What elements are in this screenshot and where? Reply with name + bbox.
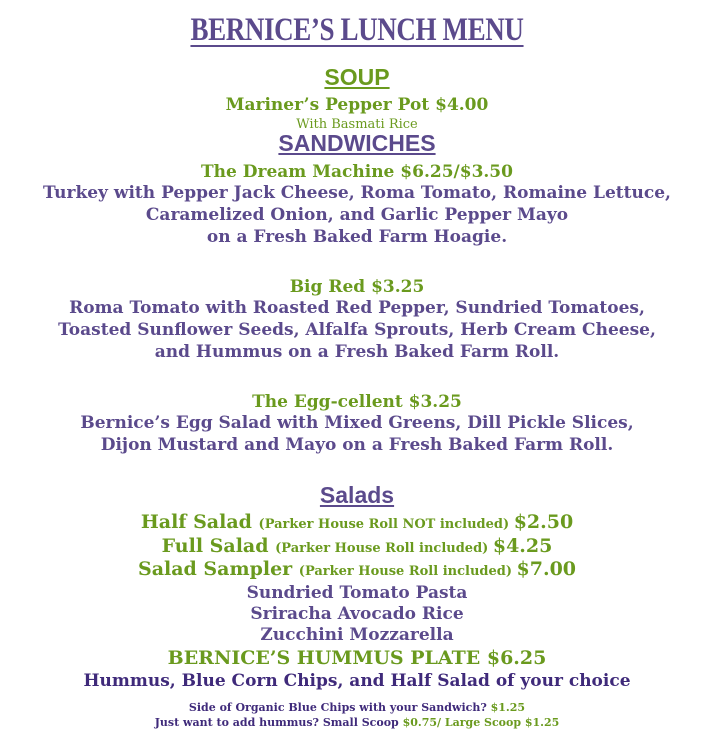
salad-option-price: $2.50 <box>513 511 574 533</box>
extras-text: Side of Organic Blue Chips with your Sandwich? <box>188 701 491 714</box>
salad-option-note: (Parker House Roll included) <box>298 564 517 579</box>
salad-option <box>0 535 714 557</box>
sandwich-name: The Dream Machine $6.25/$3.50 <box>201 162 513 182</box>
salad-option-name: Salad Sampler <box>137 558 299 580</box>
salad-option-name: Half Salad <box>140 511 259 533</box>
sandwich-desc-line: and Hummus on a Fresh Baked Farm Roll. <box>154 342 560 362</box>
salad-option-note: (Parker House Roll NOT included) <box>258 517 514 532</box>
soup-note: With Basmati Rice <box>296 117 418 132</box>
salad-option <box>0 558 714 580</box>
sandwich-desc-line: Caramelized Onion, and Garlic Pepper Mayo <box>145 205 569 225</box>
hummus-plate-name: BERNICE’S HUMMUS PLATE $6.25 <box>167 647 547 669</box>
salad-variety: Zucchini Mozzarella <box>260 625 454 645</box>
extras-price: $0.75/ Large Scoop $1.25 <box>402 716 560 729</box>
sandwich-desc-line: Toasted Sunflower Seeds, Alfalfa Sprouts, Herb Cream Cheese, <box>58 320 656 340</box>
extras-price: $1.25 <box>490 701 526 714</box>
sandwiches-heading: SANDWICHES <box>278 130 436 156</box>
hummus-plate-desc: Hummus, Blue Corn Chips, and Half Salad of your choice <box>83 671 631 691</box>
sandwich-desc-line: Dijon Mustard and Mayo on a Fresh Baked Farm Roll. <box>100 435 614 455</box>
salad-variety: Sriracha Avocado Rice <box>250 604 464 624</box>
salad-option-price: $7.00 <box>516 558 577 580</box>
salad-option-price: $4.25 <box>492 535 553 557</box>
extras-line <box>0 716 714 729</box>
sandwich-desc-line: Bernice’s Egg Salad with Mixed Greens, Dill Pickle Slices, <box>80 413 634 433</box>
sandwich-name: Big Red $3.25 <box>289 277 425 297</box>
sandwich-desc-line: Turkey with Pepper Jack Cheese, Roma Tomato, Romaine Lettuce, <box>43 183 671 203</box>
salad-option <box>0 511 714 533</box>
soup-item: Mariner’s Pepper Pot $4.00 <box>225 95 489 115</box>
salad-option-note: (Parker House Roll included) <box>275 541 493 556</box>
menu-title: BERNICE’S LUNCH MENU <box>190 12 524 48</box>
soup-heading: SOUP <box>324 64 390 90</box>
extras-text: Just want to add hummus? Small Scoop <box>154 716 403 729</box>
sandwich-name: The Egg-cellent $3.25 <box>252 392 462 412</box>
salad-option-name: Full Salad <box>161 535 276 557</box>
sandwich-desc-line: on a Fresh Baked Farm Hoagie. <box>206 227 508 247</box>
extras-line <box>0 701 714 714</box>
sandwich-desc-line: Roma Tomato with Roasted Red Pepper, Sundried Tomatoes, <box>69 298 645 318</box>
salads-heading: Salads <box>319 482 395 508</box>
salad-variety: Sundried Tomato Pasta <box>246 583 468 603</box>
